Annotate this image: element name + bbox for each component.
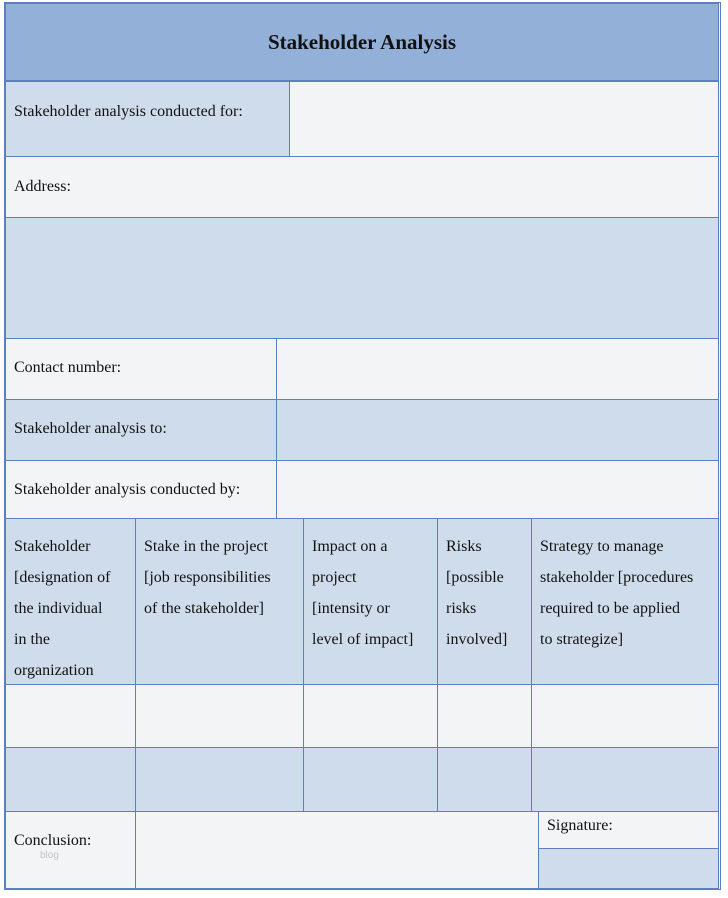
- analysis-to-label-cell: [5, 399, 277, 461]
- contact-number-label-cell: [5, 338, 277, 400]
- table-cell[interactable]: [135, 684, 304, 748]
- watermark-text: blog: [40, 850, 59, 861]
- contact-number-label: Contact number:: [14, 359, 122, 376]
- header-stakeholder: Stakeholder [designation of the individual in the organization: [14, 538, 111, 679]
- table-cell[interactable]: [5, 747, 136, 812]
- conducted-for-field[interactable]: [289, 81, 719, 157]
- title-bar: [5, 3, 719, 81]
- table-cell[interactable]: [135, 747, 304, 812]
- table-cell[interactable]: [5, 684, 136, 748]
- signature-label-cell: [538, 811, 719, 849]
- conducted-by-label: Stakeholder analysis conducted by:: [14, 481, 241, 498]
- table-cell[interactable]: [303, 684, 438, 748]
- conclusion-label-cell: [5, 811, 136, 889]
- address-label-cell: [5, 156, 719, 218]
- analysis-to-label: Stakeholder analysis to:: [14, 420, 167, 437]
- table-header-cell: [531, 518, 719, 685]
- table-cell[interactable]: [437, 747, 532, 812]
- conducted-by-field[interactable]: [276, 460, 719, 522]
- header-risks: Risks [possible risks involved]: [446, 538, 508, 648]
- analysis-to-field[interactable]: [276, 399, 719, 461]
- signature-label: Signature:: [547, 817, 613, 834]
- table-cell[interactable]: [303, 747, 438, 812]
- conducted-by-label-cell: [5, 460, 277, 522]
- table-header-cell: [135, 518, 304, 685]
- conducted-for-label: Stakeholder analysis conducted for:: [14, 103, 243, 120]
- table-header-cell: [5, 518, 136, 685]
- header-stake-in-project: Stake in the project [job responsibilities of the stakeholder]: [144, 538, 271, 617]
- form-title: Stakeholder Analysis: [267, 30, 457, 54]
- header-strategy: Strategy to manage stakeholder [procedures required to be applied to strategize]: [540, 538, 694, 648]
- table-header-cell: [437, 518, 532, 685]
- conclusion-label: Conclusion:: [14, 832, 92, 849]
- signature-field[interactable]: [538, 848, 719, 889]
- table-header-cell: [303, 518, 438, 685]
- conclusion-field[interactable]: [135, 811, 539, 889]
- contact-number-field[interactable]: [276, 338, 719, 400]
- table-cell[interactable]: [531, 684, 719, 748]
- address-field[interactable]: [5, 217, 719, 339]
- table-cell[interactable]: [437, 684, 532, 748]
- conducted-for-label-cell: [5, 81, 290, 157]
- form-frame: [4, 2, 721, 890]
- address-label: Address:: [14, 178, 71, 195]
- header-impact: Impact on a project [intensity or level of impact]: [312, 538, 414, 648]
- table-cell[interactable]: [531, 747, 719, 812]
